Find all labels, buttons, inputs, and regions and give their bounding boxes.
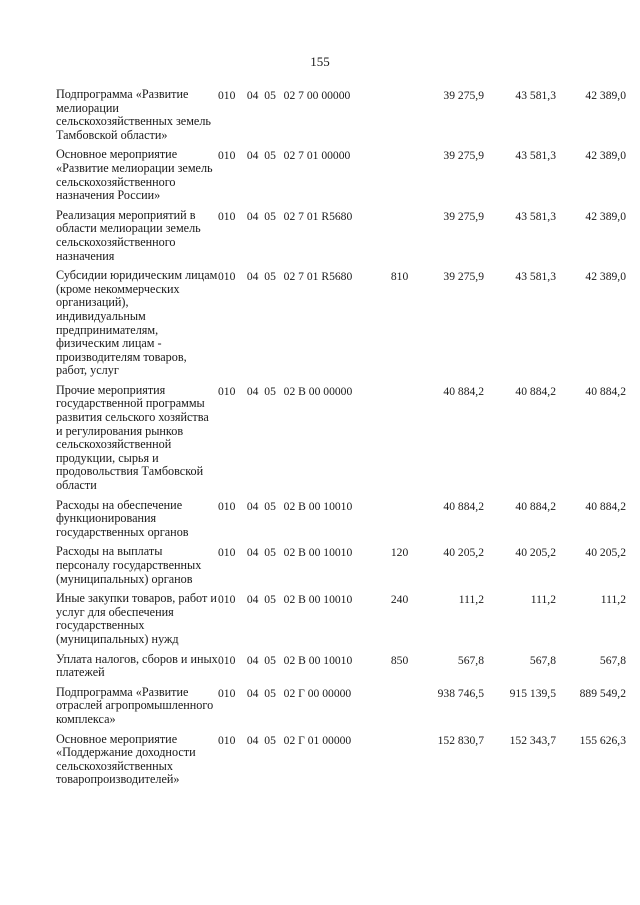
amount-year-3: 40 205,2 [585,546,626,560]
row-name: Расходы на обеспечение функционирования государственных органов [56,497,189,539]
admin-code: 010 [218,89,236,102]
admin-code: 010 [218,546,236,560]
subsection-code: 05 [264,733,276,747]
subsection-code: 05 [264,384,276,398]
target-code: 02 7 00 00000 [283,89,351,102]
row-codes [218,209,410,223]
table-row [56,269,626,378]
row-codes [218,545,410,559]
admin-code: 010 [218,593,236,607]
admin-code: 010 [218,149,236,163]
expense-type-code: 810 [390,270,409,284]
target-code: 02 7 01 00000 [283,149,351,163]
row-name: Субсидии юридическим лицам (кроме некоммерческих организаций), индивидуальным предпринимателям, физическим лицам - производителям товаров, работ, услуг [56,268,218,378]
table-row [56,384,626,493]
expense-type-code [391,89,410,102]
section-code: 04 [246,686,259,700]
admin-code: 010 [218,209,236,223]
target-code: 02 В 00 10010 [283,546,353,560]
target-code: 02 В 00 10010 [283,653,353,667]
expense-type-code [391,210,410,223]
section-code: 04 [246,149,259,163]
row-codes [218,592,410,606]
amount-year-2: 43 581,3 [515,270,556,284]
expense-type-code [391,687,410,700]
table-row [56,209,626,263]
admin-code: 010 [218,384,236,398]
amount-year-1: 39 275,9 [443,209,484,223]
section-code: 04 [246,653,259,667]
target-code: 02 7 01 R5680 [283,270,353,284]
amount-year-2: 40 884,2 [515,384,556,398]
row-name: Расходы на выплаты персоналу государственных (муниципальных) органов [56,544,202,586]
target-code: 02 В 00 10010 [283,499,353,513]
amount-year-2: 40 205,2 [515,546,556,560]
target-code: 02 Г 00 00000 [283,686,352,700]
row-amounts [410,269,626,283]
amount-year-1: 39 275,9 [443,89,484,102]
amount-year-3: 42 389,0 [585,149,626,163]
amount-year-2: 111,2 [530,593,556,607]
admin-code: 010 [218,686,236,700]
table-row [56,733,626,787]
expense-type-code [391,385,410,398]
table-row [56,653,626,680]
row-codes [218,733,410,747]
subsection-code: 05 [264,89,276,102]
admin-code: 010 [218,733,236,747]
admin-code: 010 [218,270,236,284]
amount-year-1: 567,8 [457,653,484,667]
target-code: 02 В 00 00000 [283,384,353,398]
amount-year-2: 43 581,3 [515,149,556,163]
row-name: Подпрограмма «Развитие мелиорации сельскохозяйственных земель Тамбовской области» [56,87,211,142]
amount-year-1: 39 275,9 [443,149,484,163]
row-codes [218,653,410,667]
amount-year-1: 111,2 [458,593,484,607]
amount-year-3: 42 389,0 [585,209,626,223]
row-amounts [410,733,626,747]
expense-type-code: 850 [390,653,409,667]
row-amounts [410,148,626,162]
row-amounts [410,209,626,223]
amount-year-1: 152 830,7 [437,733,484,747]
row-amounts [410,384,626,398]
row-amounts [410,545,626,559]
target-code: 02 7 01 R5680 [283,209,353,223]
expense-type-code [391,500,410,513]
row-codes [218,88,410,102]
amount-year-1: 39 275,9 [443,270,484,284]
subsection-code: 05 [264,209,276,223]
row-amounts [410,592,626,606]
row-name: Прочие мероприятия государственной программы развития сельского хозяйства и регулирования рынков сельскохозяйственной продукции, сырья и продовольствия Тамбовской области [56,382,209,493]
row-codes [218,269,410,283]
amount-year-3: 567,8 [599,653,626,667]
subsection-code: 05 [264,499,276,513]
table-row [56,686,626,727]
amount-year-3: 42 389,0 [585,270,626,284]
row-name: Уплата налогов, сборов и иных платежей [56,651,218,680]
budget-table [56,88,626,793]
table-row [56,148,626,202]
amount-year-3: 111,2 [600,593,626,607]
amount-year-3: 889 549,2 [579,686,626,700]
row-amounts [410,88,626,102]
table-row [56,592,626,646]
amount-year-2: 43 581,3 [515,209,556,223]
amount-year-3: 40 884,2 [585,384,626,398]
section-code: 04 [246,499,259,513]
target-code: 02 Г 01 00000 [283,733,352,747]
amount-year-1: 40 884,2 [443,384,484,398]
amount-year-1: 938 746,5 [437,686,484,700]
admin-code: 010 [218,653,236,667]
subsection-code: 05 [264,546,276,560]
row-codes [218,686,410,700]
row-name: Подпрограмма «Развитие отраслей агропромышленного комплекса» [56,684,214,726]
table-row [56,499,626,540]
expense-type-code [391,734,410,747]
row-name: Основное мероприятие «Поддержание доходности сельскохозяйственных товаропроизводителей» [56,731,196,787]
amount-year-2: 40 884,2 [515,499,556,513]
row-name: Реализация мероприятий в области мелиорации земель сельскохозяйственного назначения [56,207,201,263]
section-code: 04 [246,546,259,560]
row-name: Основное мероприятие «Развитие мелиорации земель сельскохозяйственного назначения России» [56,147,213,203]
section-code: 04 [246,89,259,102]
table-row [56,545,626,586]
section-code: 04 [246,733,259,747]
amount-year-2: 567,8 [529,653,556,667]
page-number: 155 [310,54,330,69]
subsection-code: 05 [264,593,276,607]
amount-year-2: 915 139,5 [509,686,556,700]
subsection-code: 05 [264,270,276,284]
row-name: Иные закупки товаров, работ и услуг для обеспечения государственных (муниципальных) нужд [56,591,217,646]
row-codes [218,148,410,162]
row-amounts [410,686,626,700]
section-code: 04 [246,209,259,223]
section-code: 04 [246,384,259,398]
amount-year-3: 155 626,3 [579,733,626,747]
amount-year-1: 40 205,2 [443,546,484,560]
expense-type-code: 120 [390,546,409,560]
amount-year-3: 42 389,0 [585,89,626,102]
target-code: 02 В 00 10010 [283,593,353,607]
row-amounts [410,499,626,513]
section-code: 04 [246,593,259,607]
row-codes [218,384,410,398]
row-codes [218,499,410,513]
table-row [56,88,626,142]
row-amounts [410,653,626,667]
expense-type-code: 240 [390,593,409,607]
subsection-code: 05 [264,653,276,667]
amount-year-3: 40 884,2 [585,499,626,513]
admin-code: 010 [218,499,236,513]
amount-year-2: 43 581,3 [515,89,556,102]
expense-type-code [391,149,410,162]
subsection-code: 05 [264,149,276,163]
amount-year-2: 152 343,7 [509,733,556,747]
subsection-code: 05 [264,686,276,700]
section-code: 04 [246,270,259,284]
amount-year-1: 40 884,2 [443,499,484,513]
